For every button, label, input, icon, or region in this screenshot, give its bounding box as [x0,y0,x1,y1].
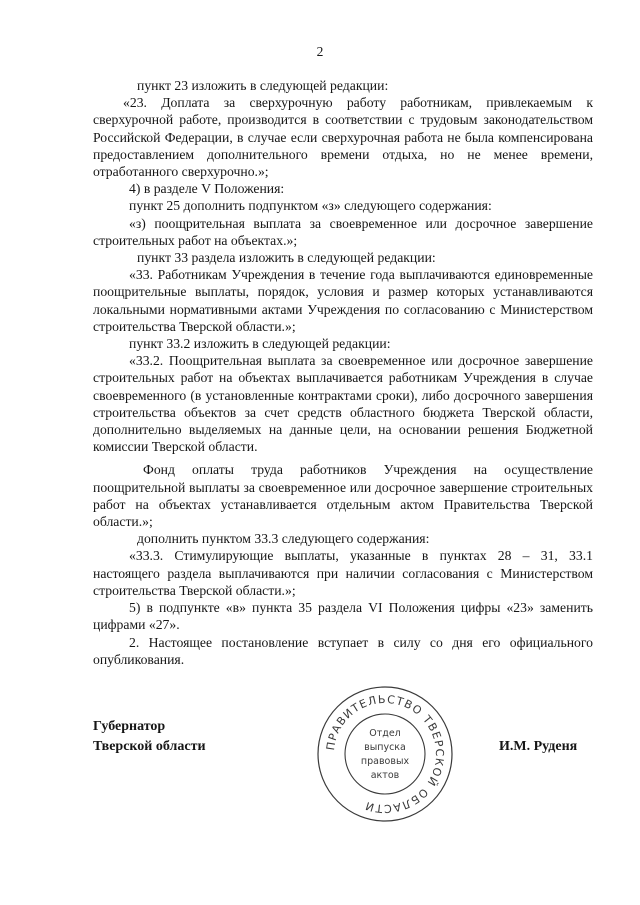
stamp-inner-ring [345,714,425,794]
stamp-center-line: актов [370,770,400,781]
paragraph: Фонд оплаты труда работников Учреждения на осуществление поощрительной выплаты за своевременное или досрочное завершение строительных работ на объектах устанавливается отдельным актом Правительства Тверской области.»; [93,462,593,530]
paragraph: пункт 23 изложить в следующей редакции: [137,78,389,93]
stamp-ring-textpath: ПРАВИТЕЛЬСТВО ТВЕРСКОЙ ОБЛАСТИ [324,692,447,816]
paragraph: «33.3. Стимулирующие выплаты, указанные в пунктах 28 – 31, 33.1 настоящего раздела выплачиваются при наличии согласования с Министерством строительства Тверской области.»; [93,548,593,598]
stamp-outer-ring [318,687,452,821]
paragraph: пункт 25 дополнить подпунктом «з» следующего содержания: [129,198,492,214]
signatory-title-line: Губернатор [93,719,166,734]
paragraph: «33.2. Поощрительная выплата за своевременное или досрочное завершение строительных работ на объектах выплачивается работникам Учреждения в случае своевременного (в установленные контрактами сроки), либо досрочного завершения строительства объектов за счет средств областного бюджета Тверской области, дополнительно выделяемых на данные цели, на основании решения Бюджетной комиссии Тверской области. [93,353,593,455]
stamp-center-line: правовых [360,756,410,767]
stamp-center-line: Отдел [369,728,401,739]
document-body [93,77,593,668]
signatory-title [93,717,206,757]
paragraph: «23. Доплата за сверхурочную работу работникам, привлекаемым к сверхурочной работе, производится в соответствии с трудовым законодательством Российской Федерации, в случае если сверхурочная работа не была компенсирована предоставлением дополнительного времени отдыха, но не менее времени, отработанного сверхурочно.»; [93,95,593,180]
paragraph: 2. Настоящее постановление вступает в силу со дня его официального опубликования. [93,634,593,667]
paragraph: 5) в подпункте «в» пункта 35 раздела VI Положения цифры «23» заменить цифрами «27». [93,600,593,633]
paragraph: пункт 33 раздела изложить в следующей редакции: [137,250,436,266]
paragraph: «з) поощрительная выплата за своевременное или досрочное завершение строительных работ на объектах.»; [93,215,593,248]
signatory-name: И.М. Руденя [499,739,578,754]
page-number: 2 [316,44,324,59]
signatory-title-line: Тверской области [93,739,206,754]
paragraph: дополнить пунктом 33.3 следующего содержания: [137,531,430,547]
stamp-center-line: выпуска [364,742,406,753]
paragraph: 4) в разделе V Положения: [129,181,285,197]
official-stamp [315,684,455,824]
paragraph: пункт 33.2 изложить в следующей редакции: [129,336,391,352]
stamp-ring-text [324,693,446,815]
paragraph: «33. Работникам Учреждения в течение года выплачиваются единовременные поощрительные выплаты, порядок, условия и размер которых устанавливаются локальными нормативными актами Учреждения по согласованию с Министерством строительства Тверской области.»; [93,267,593,334]
